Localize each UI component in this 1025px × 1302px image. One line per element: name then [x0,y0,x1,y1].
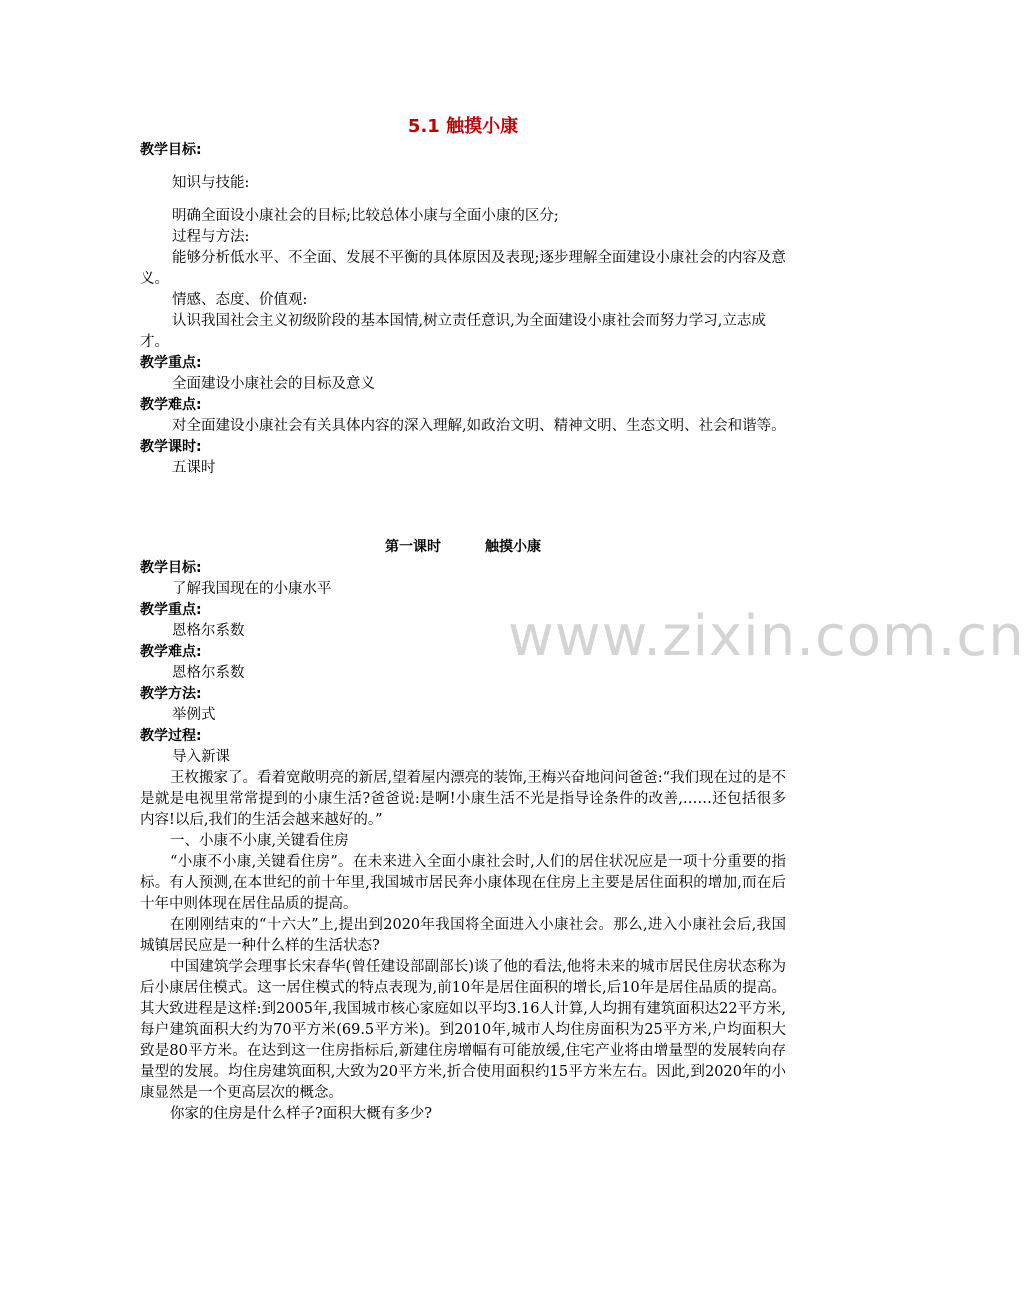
lesson-process-heading: 教学过程: [140,728,202,744]
expert-paragraph: 中国建筑学会理事长宋春华(曾任建设部副部长)谈了他的看法,他将未来的城市居民住房状态称为后小康居住模式。这一居住模式的特点表现为,前10年是居住面积的增长,后10年是居住品质的提高。其大致进程是这样:到2005年,我国城市核心家庭如以平均3.16人计算,人均拥有建筑面积达22平方米,每户建筑面积大约为70平方米(69.5平方米)。到2010年,城市人均住房面积为25平方米,户均面积大致是80平方米。在达到这一住房指标后,新建住房增幅有可能放缓,住宅产业将由增量型的发展转向存量型的发展。均住房建筑面积,大致为20平方米,折合使用面积约15平方米左右。因此,到2020年的小康显然是一个更高层次的概念。 [140,959,786,1101]
hours-heading: 教学课时: [140,439,202,455]
lesson-difficult-text: 恩格尔系数 [172,665,245,681]
lesson-key-heading: 教学重点: [140,602,202,618]
key-text: 全面建设小康社会的目标及意义 [172,376,375,392]
watermark: www.zixin.com.cn [508,604,1025,669]
process-text: 能够分析低水平、不全面、发展不平衡的具体原因及表现;逐步理解全面建设小康社会的内容及意义。 [140,250,786,287]
goals-heading: 教学目标: [140,142,202,158]
lesson-method-text: 举例式 [172,707,216,723]
page-title: 5.1 触摸小康 [407,116,519,137]
story-paragraph: 王枚搬家了。看着宽敞明亮的新居,望着屋内漂亮的装饰,王梅兴奋地问问爸爸:“我们现在过的是不是就是电视里常常提到的小康生活?爸爸说:是啊!小康生活不光是指导诠条件的改善,……还包括很多内容!以后,我们的生活会越来越好的。” [140,770,787,828]
congress-paragraph: 在刚刚结束的“十六大”上,提出到2020年我国将全面进入小康社会。那么,进入小康社会后,我国城镇居民应是一种什么样的生活状态? [140,917,786,954]
process-label: 过程与方法: [172,229,250,245]
section-heading-housing: 一、小康不小康,关键看住房 [170,833,349,849]
intro-label: 导入新课 [172,749,230,765]
key-heading: 教学重点: [140,355,202,371]
difficult-heading: 教学难点: [140,397,202,413]
lesson-method-heading: 教学方法: [140,686,202,702]
document-content [140,114,786,1125]
lesson-key-text: 恩格尔系数 [172,623,245,639]
difficult-text: 对全面建设小康社会有关具体内容的深入理解,如政治文明、精神文明、生态文明、社会和谐等。 [172,418,786,434]
hours-text: 五课时 [172,460,216,476]
lesson-name: 触摸小康 [485,539,541,555]
knowledge-label: 知识与技能: [172,175,250,191]
housing-paragraph: “小康不小康,关键看住房”。在未来进入全面小康社会时,人们的居住状况应是一项十分重要的指标。有人预测,在本世纪的前十年里,我国城市居民奔小康体现在住房上主要是居住面积的增加,而在后十年中则体现在居住品质的提高。 [140,854,786,912]
lesson-goals-text: 了解我国现在的小康水平 [172,581,332,597]
lesson-goals-heading: 教学目标: [140,560,202,576]
knowledge-text: 明确全面设小康社会的目标;比较总体小康与全面小康的区分; [172,208,559,224]
lesson-number: 第一课时 [385,539,441,555]
emotion-label: 情感、态度、价值观: [172,292,308,308]
lesson-difficult-heading: 教学难点: [140,644,202,660]
question-paragraph: 你家的住房是什么样子?面积大概有多少? [170,1106,433,1122]
lesson-title [140,537,786,558]
emotion-text: 认识我国社会主义初级阶段的基本国情,树立责任意识,为全面建设小康社会而努力学习,立志成才。 [140,313,766,350]
